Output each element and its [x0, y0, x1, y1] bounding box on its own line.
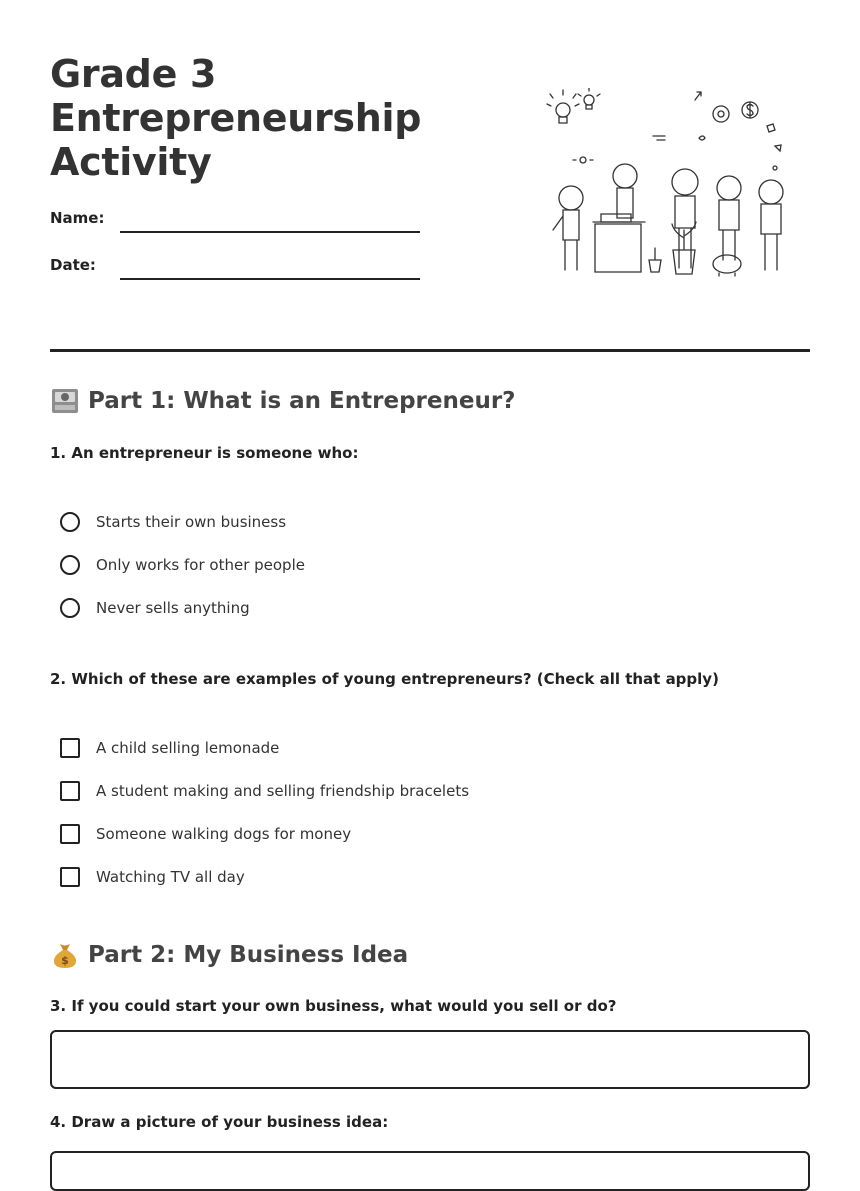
- lemonade-stand: [593, 214, 645, 272]
- title-line-2: Entrepreneurship: [50, 96, 422, 140]
- checkbox[interactable]: [60, 867, 80, 887]
- drawing-area[interactable]: [50, 1151, 810, 1191]
- title-line-3: Activity: [50, 140, 212, 184]
- money-bag-icon: [50, 940, 80, 970]
- business-idea-answer-field[interactable]: [50, 1030, 810, 1089]
- radio-button[interactable]: [60, 555, 80, 575]
- name-label: Name:: [50, 209, 105, 227]
- child-figure-5: [759, 180, 783, 270]
- question-1: 1. An entrepreneur is someone who:: [50, 444, 359, 462]
- q2-option[interactable]: [60, 867, 245, 887]
- option-label: Watching TV all day: [96, 868, 245, 886]
- checkbox[interactable]: [60, 781, 80, 801]
- dollar-icon: [742, 102, 758, 118]
- option-label: A student making and selling friendship bracelets: [96, 782, 470, 800]
- part1-heading: [50, 386, 516, 416]
- radio-button[interactable]: [60, 598, 80, 618]
- part1-title: Part 1: What is an Entrepreneur?: [88, 388, 516, 414]
- title-line-1: Grade 3: [50, 52, 217, 96]
- checkbox[interactable]: [60, 824, 80, 844]
- option-label: Someone walking dogs for money: [96, 825, 352, 843]
- q2-option[interactable]: [60, 738, 279, 758]
- option-label: A child selling lemonade: [96, 739, 280, 757]
- option-label: Starts their own business: [96, 513, 287, 531]
- piggy-bank-icon: [713, 255, 741, 276]
- q1-option[interactable]: [60, 512, 286, 532]
- date-field[interactable]: [120, 278, 420, 280]
- checkbox[interactable]: [60, 738, 80, 758]
- page-title: [50, 52, 470, 184]
- lightbulb-icon-2: [578, 88, 600, 109]
- child-figure-1: [553, 186, 583, 270]
- q1-option[interactable]: [60, 598, 250, 618]
- question-2: 2. Which of these are examples of young entrepreneurs? (Check all that apply): [50, 670, 719, 688]
- small-plant: [649, 248, 661, 272]
- lightbulb-icon: [547, 90, 579, 123]
- plant-pot: [672, 222, 696, 274]
- radio-button[interactable]: [60, 512, 80, 532]
- q2-option[interactable]: [60, 781, 469, 801]
- part2-heading: [50, 940, 408, 970]
- question-3: 3. If you could start your own business, what would you sell or do?: [50, 997, 617, 1015]
- option-label: Only works for other people: [96, 556, 305, 574]
- child-figure-4: [717, 176, 741, 260]
- q2-option[interactable]: [60, 824, 351, 844]
- child-figure-2: [613, 164, 637, 218]
- name-field[interactable]: [120, 231, 420, 233]
- kids-business-illustration: [545, 88, 793, 280]
- gear-icon: [713, 106, 729, 122]
- svg-text:$: $: [61, 954, 69, 967]
- section-divider: [50, 349, 810, 352]
- option-label: Never sells anything: [96, 599, 250, 617]
- atm-icon: [50, 386, 80, 416]
- part2-title: Part 2: My Business Idea: [88, 942, 409, 968]
- question-4: 4. Draw a picture of your business idea:: [50, 1113, 389, 1131]
- date-label: Date:: [50, 256, 96, 274]
- q1-option[interactable]: [60, 555, 305, 575]
